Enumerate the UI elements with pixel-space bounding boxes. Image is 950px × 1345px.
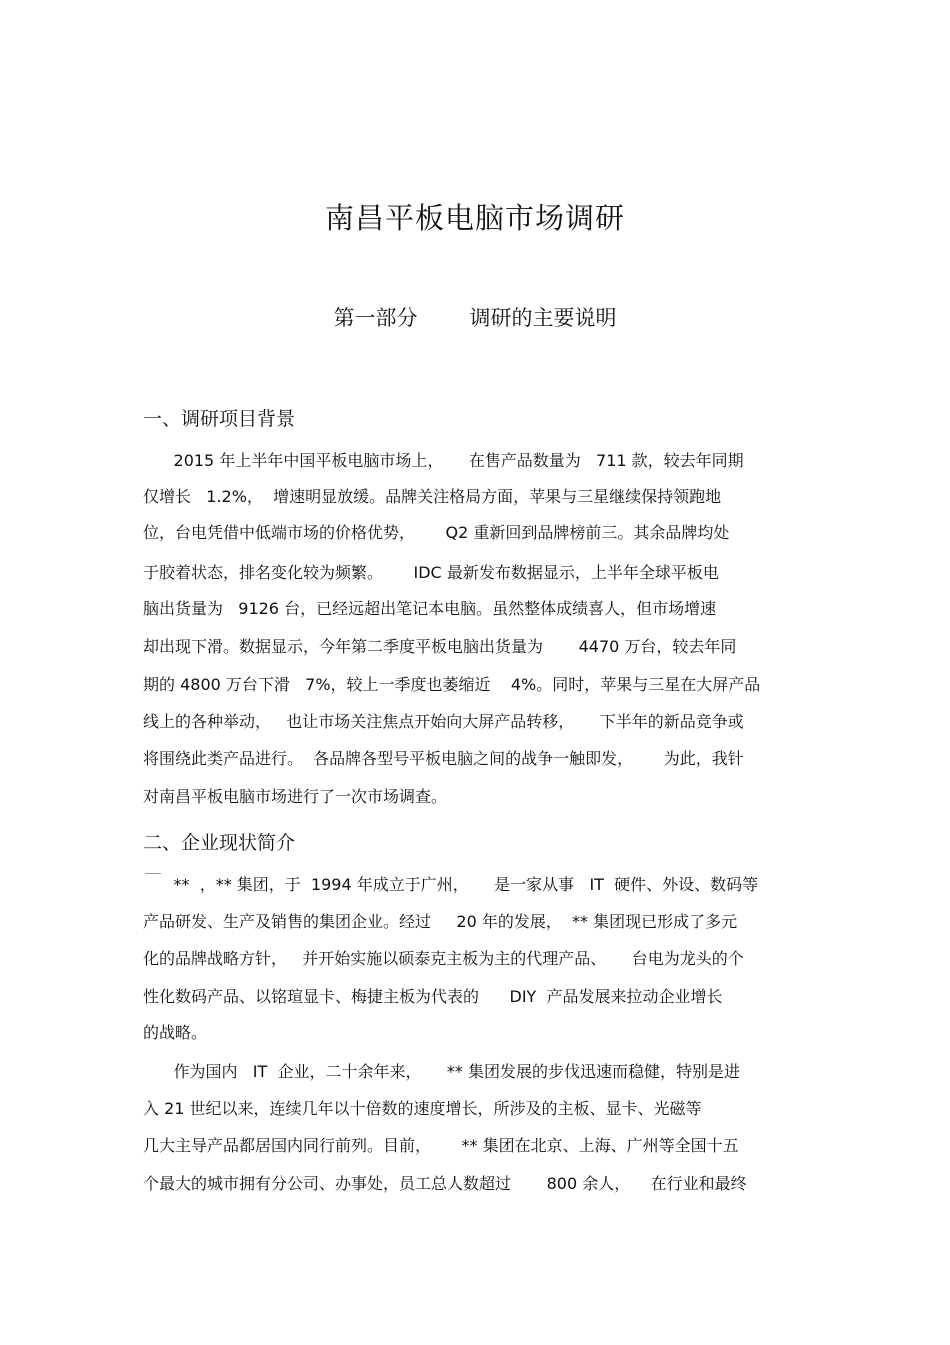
paragraph-line: 的战略。 — [143, 1023, 208, 1042]
paragraph-line: 作为国内 IT 企业，二十余年来， ** 集团发展的步伐迅速而稳健，特别是进 — [143, 1062, 740, 1081]
part-text: 调研的主要说明 — [469, 306, 617, 330]
paragraph-line: 几大主导产品都居国内同行前列。目前， ** 集团在北京、上海、广州等全国十五 — [143, 1136, 739, 1155]
paragraph-line: 将围绕此类产品进行。 各品牌各型号平板电脑之间的战争一触即发， 为此，我针 — [143, 749, 744, 768]
paragraph-line: 期的 4800 万台下滑 7%，较上一季度也萎缩近 4%。同时，苹果与三星在大屏产品 — [143, 675, 761, 694]
paragraph-line: 于胶着状态，排名变化较为频繁。 IDC 最新发布数据显示，上半年全球平板电 — [143, 563, 719, 582]
part-label: 第一部分 — [333, 306, 418, 330]
paragraph-line: 化的品牌战略方针， 并开始实施以硕泰克主板为主的代理产品、 台电为龙头的个 — [143, 949, 744, 968]
section-heading-background: 一、调研项目背景 — [143, 408, 296, 430]
paragraph-line: 位，台电凭借中低端市场的价格优势， Q2 重新回到品牌榜前三。其余品牌均处 — [143, 523, 730, 542]
paragraph-line: 性化数码产品、以铭瑄显卡、梅捷主板为代表的 DIY 产品发展来拉动企业增长 — [143, 987, 723, 1006]
paragraph-line: 对南昌平板电脑市场进行了一次市场调查。 — [143, 787, 448, 806]
paragraph-line: 产品研发、生产及销售的集团企业。经过 20 年的发展， ** 集团现已形成了多元 — [143, 912, 738, 931]
paragraph-line: 却出现下滑。数据显示，今年第二季度平板电脑出货量为 4470 万台，较去年同 — [143, 637, 737, 656]
underline-mark — [145, 873, 161, 874]
paragraph-line: 脑出货量为 9126 台，已经远超出笔记本电脑。虽然整体成绩喜人，但市场增速 — [143, 599, 717, 618]
paragraph-line: 2015 年上半年中国平板电脑市场上， 在售产品数量为 711 款，较去年同期 — [143, 451, 744, 470]
document-title: 南昌平板电脑市场调研 — [324, 201, 625, 235]
paragraph-line: 仅增长 1.2%， 增速明显放缓。品牌关注格局方面，苹果与三星继续保持领跑地 — [143, 487, 722, 506]
paragraph-line: ** ，** 集团，于 1994 年成立于广州， 是一家从事 IT 硬件、外设、数码等 — [143, 875, 759, 894]
paragraph-line: 线上的各种举动， 也让市场关注焦点开始向大屏产品转移， 下半年的新品竞争或 — [143, 712, 744, 731]
section-heading-company: 二、企业现状简介 — [143, 832, 296, 854]
paragraph-line: 个最大的城市拥有分公司、办事处，员工总人数超过 800 余人， 在行业和最终 — [143, 1174, 747, 1193]
paragraph-line: 入 21 世纪以来，连续几年以十倍数的速度增长，所涉及的主板、显卡、光磁等 — [143, 1099, 702, 1118]
part-heading — [0, 302, 950, 332]
